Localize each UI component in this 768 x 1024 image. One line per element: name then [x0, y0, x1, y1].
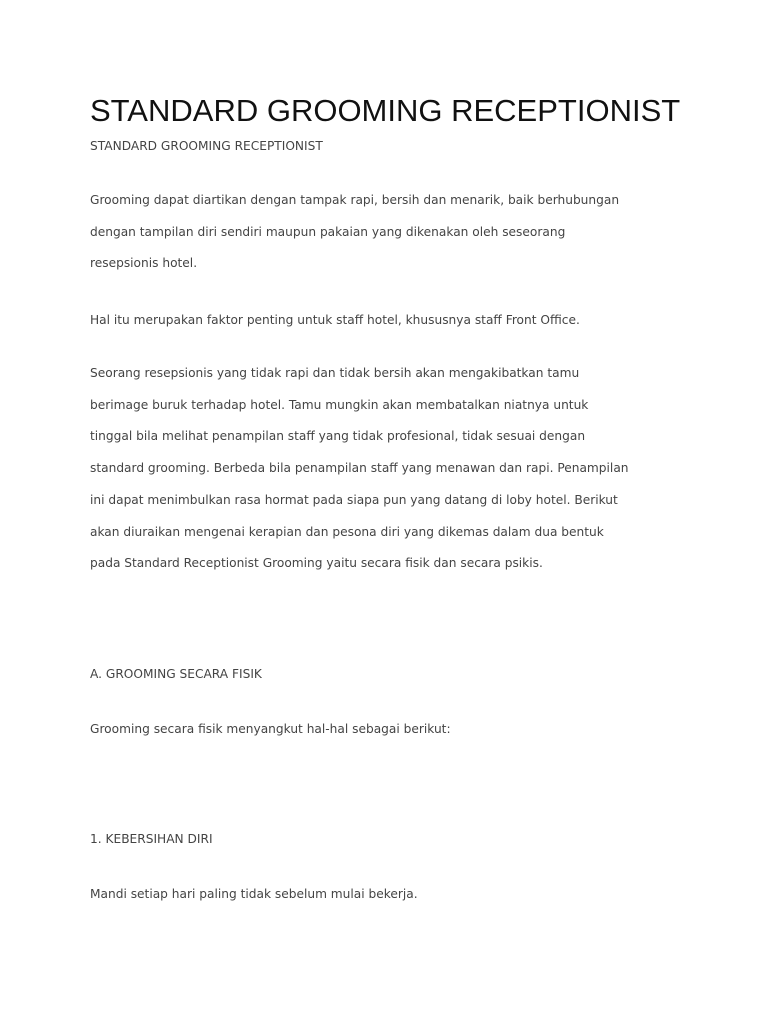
paragraph-importance: Hal itu merupakan faktor penting untuk staff hotel, khususnya staff Front Office. — [90, 313, 580, 327]
paragraph-line: tinggal bila melihat penampilan staff yang tidak profesional, tidak sesuai dengan — [90, 429, 586, 444]
paragraph-line: akan diuraikan mengenai kerapian dan pesona diri yang dikemas dalam dua bentuk — [90, 524, 604, 539]
document-title: STANDARD GROOMING RECEPTIONIST — [90, 93, 681, 128]
paragraph-line: pada Standard Receptionist Grooming yaitu secara fisik dan secara psikis. — [90, 556, 543, 571]
paragraph-grooming-definition — [90, 185, 619, 280]
item-1-heading: 1. KEBERSIHAN DIRI — [90, 832, 213, 846]
paragraph-line: berimage buruk terhadap hotel. Tamu mungkin akan membatalkan niatnya untuk — [90, 397, 589, 412]
section-a-heading: A. GROOMING SECARA FISIK — [90, 667, 262, 681]
document-subtitle: STANDARD GROOMING RECEPTIONIST — [90, 139, 323, 153]
paragraph-receptionist-impact — [90, 358, 629, 580]
paragraph-line: Grooming dapat diartikan dengan tampak rapi, bersih dan menarik, baik berhubungan — [90, 193, 620, 207]
item-1-text: Mandi setiap hari paling tidak sebelum mulai bekerja. — [90, 887, 418, 901]
paragraph-line: standard grooming. Berbeda bila penampilan staff yang menawan dan rapi. Penampilan — [90, 461, 629, 476]
paragraph-line: dengan tampilan diri sendiri maupun pakaian yang dikenakan oleh seseorang — [90, 224, 566, 239]
paragraph-line: Seorang resepsionis yang tidak rapi dan tidak bersih akan mengakibatkan tamu — [90, 366, 580, 380]
paragraph-line: ini dapat menimbulkan rasa hormat pada siapa pun yang datang di loby hotel. Berikut — [90, 492, 618, 507]
section-a-intro: Grooming secara fisik menyangkut hal-hal sebagai berikut: — [90, 722, 451, 736]
paragraph-line: resepsionis hotel. — [90, 256, 198, 271]
